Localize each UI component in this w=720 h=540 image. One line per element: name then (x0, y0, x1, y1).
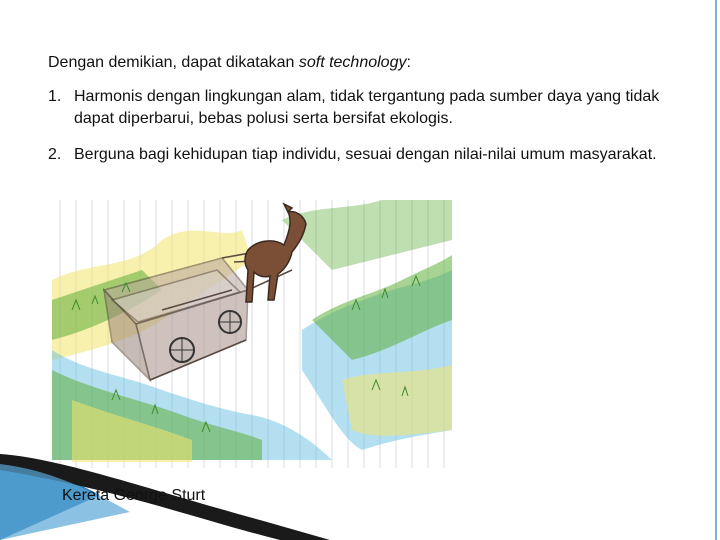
horse-cart-illustration (52, 200, 454, 468)
points-list (48, 86, 668, 180)
intro-emphasis: soft technology (298, 54, 407, 71)
list-text: Berguna bagi kehidupan tiap individu, sesuai dengan nilai-nilai umum masyarakat. (74, 146, 657, 163)
decorative-right-edge (712, 0, 720, 540)
list-item (48, 86, 668, 130)
list-number: 1. (48, 88, 62, 105)
list-number: 2. (48, 146, 62, 163)
figure-caption: Kereta George Sturt (62, 487, 206, 504)
intro-prefix: Dengan demikian, dapat dikatakan (48, 54, 299, 71)
horse-cart-sketch-icon (52, 200, 454, 468)
intro-sentence (48, 53, 688, 73)
list-item (48, 144, 668, 166)
list-text: Harmonis dengan lingkungan alam, tidak tergantung pada sumber daya yang tidak dapat diperbarui, bebas polusi serta bersifat ekologis. (74, 88, 660, 127)
intro-suffix: : (406, 54, 411, 71)
